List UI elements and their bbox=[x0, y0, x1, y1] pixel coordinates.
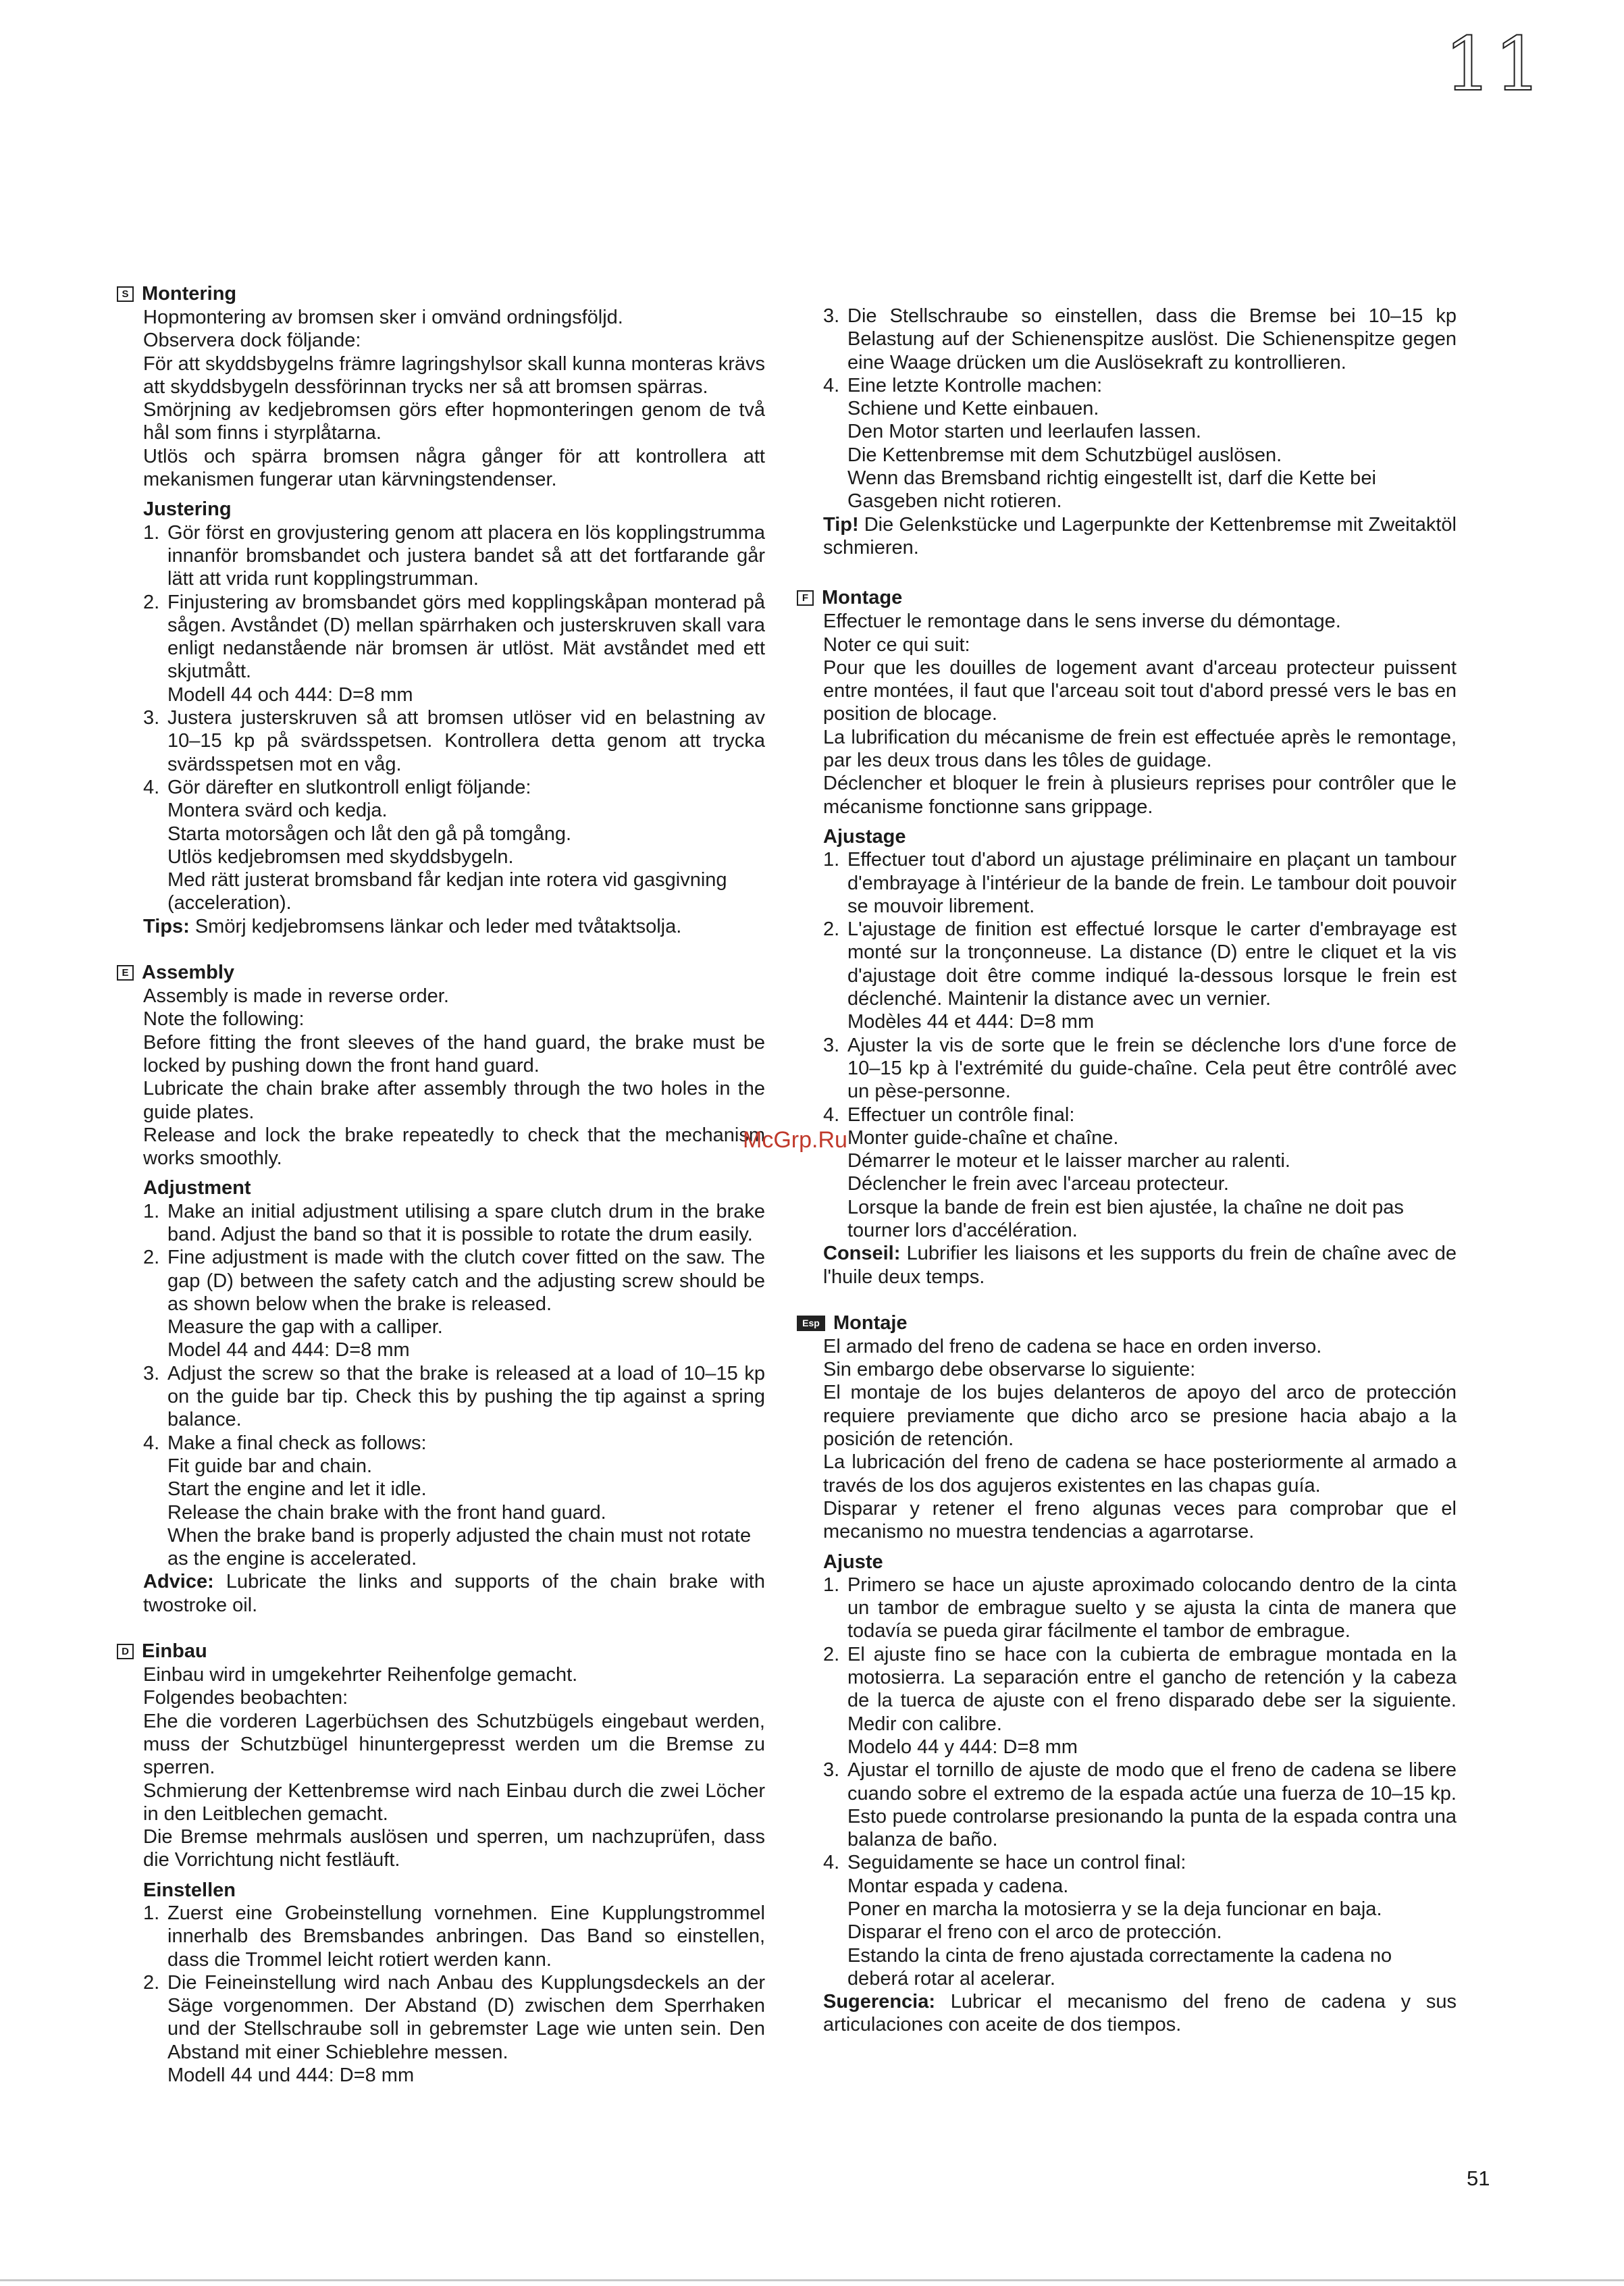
tip-label: Tip! bbox=[823, 513, 859, 536]
list-item bbox=[143, 706, 765, 776]
step-text: Effectuer un contrôle final: bbox=[847, 1103, 1075, 1126]
list-item bbox=[823, 1643, 1457, 1759]
paragraph: Observera dock följande: bbox=[143, 330, 361, 352]
step-number: 3. bbox=[823, 1034, 840, 1056]
language-flag-icon: F bbox=[797, 590, 814, 606]
step-number: 3. bbox=[823, 305, 840, 327]
step-subline: Med rätt justerat bromsband får kedjan inte rotera vid gasgivning (acceleration). bbox=[167, 869, 727, 914]
section-body bbox=[799, 610, 1457, 1289]
section-body bbox=[119, 985, 765, 1617]
step-subline: When the brake band is properly adjusted the chain must not rotate as the engine is accelerated. bbox=[167, 1524, 752, 1570]
section-title: Montage bbox=[822, 587, 903, 609]
step-text: Gör först en grovjustering genom att placera en lös kopplingstrumma innanför bromsbandet och justera bandet så att det fortfarande går lätt att vrida runt kopplingstrumman. bbox=[167, 521, 765, 590]
step-number: 4. bbox=[823, 1103, 840, 1126]
tip bbox=[143, 1570, 765, 1617]
tip-label: Sugerencia: bbox=[823, 1991, 935, 2013]
tip bbox=[823, 1990, 1457, 2037]
list-item bbox=[143, 591, 765, 706]
paragraph: El armado del freno de cadena se hace en orden inverso. bbox=[823, 1335, 1322, 1357]
tip-text: Lubricate the links and supports of the chain brake with twostroke oil. bbox=[143, 1571, 765, 1616]
step-text: Effectuer tout d'abord un ajustage préliminaire en plaçant un tambour d'embrayage à l'intérieur de la bande de frein. Le tambour doit pouvoir se mouvoir librement. bbox=[847, 849, 1457, 917]
step-subline: Utlös kedjebromsen med skyddsbygeln. bbox=[167, 846, 514, 868]
paragraph: La lubrification du mécanisme de frein est effectuée après le remontage, par les deux trous dans les tôles de guidage. bbox=[823, 726, 1457, 772]
paragraph: Einbau wird in umgekehrter Reihenfolge gemacht. bbox=[143, 1664, 578, 1686]
step-number: 3. bbox=[143, 707, 160, 729]
step-subline: Release the chain brake with the front hand guard. bbox=[167, 1501, 606, 1524]
language-flag-icon: Esp bbox=[797, 1316, 825, 1331]
step-text: Primero se hace un ajuste aproximado colocando dentro de la cinta un tambor de embrague suelto y se ajusta la cinta de manera que todavía se pueda girar fácilmente el tambor de embrague. bbox=[847, 1574, 1457, 1642]
paragraph: Effectuer le remontage dans le sens inverse du démontage. bbox=[823, 611, 1341, 633]
step-number: 4. bbox=[823, 1852, 840, 1874]
list-item bbox=[143, 521, 765, 591]
tip-text: Lubricar el mecanismo del freno de cadena y sus articulaciones con aceite de dos tiempos. bbox=[823, 1991, 1457, 2036]
step-subline: Die Kettenbremse mit dem Schutzbügel auslösen. bbox=[847, 444, 1282, 466]
list-item bbox=[823, 1851, 1457, 1990]
step-list bbox=[823, 848, 1457, 1242]
step-number: 4. bbox=[143, 776, 160, 798]
tip bbox=[823, 1242, 1457, 1289]
step-subline: Schiene und Kette einbauen. bbox=[847, 398, 1099, 420]
section-title: Assembly bbox=[142, 962, 235, 984]
step-subline: Poner en marcha la motosierra y se la deja funcionar en baja. bbox=[847, 1898, 1382, 1920]
list-item bbox=[143, 1362, 765, 1432]
list-item bbox=[823, 918, 1457, 1033]
step-text: Ajuster la vis de sorte que le frein se déclenche lors d'une force de 10–15 kp à l'extrémité du guide-chaîne. Cela peut être contrôlé avec un pèse-personne. bbox=[847, 1034, 1457, 1103]
list-item bbox=[143, 1902, 765, 1971]
step-text: Eine letzte Kontrolle machen: bbox=[847, 374, 1103, 396]
step-subline: Modell 44 och 444: D=8 mm bbox=[167, 683, 413, 706]
left-column bbox=[119, 282, 765, 2087]
page-number: 51 bbox=[1467, 2166, 1490, 2190]
list-item bbox=[823, 374, 1457, 513]
step-text: Adjust the screw so that the brake is released at a load of 10–15 kp on the guide bar tip. Check this by pushing the tip against a spring balance. bbox=[167, 1362, 765, 1431]
step-subline: Démarrer le moteur et le laisser marcher au ralenti. bbox=[847, 1150, 1290, 1172]
step-text: Die Feineinstellung wird nach Anbau des Kupplungsdeckels an der Säge vorgenommen. Der Abstand (D) zwischen dem Sperrhaken und der Stellschraube soll in gebremster Lage wie unten sein. Den Abstand mit einer Schieblehre messen. bbox=[167, 1971, 765, 2063]
list-item bbox=[823, 1574, 1457, 1643]
step-number: 4. bbox=[823, 374, 840, 396]
paragraph: Hopmontering av bromsen sker i omvänd ordningsföljd. bbox=[143, 307, 623, 328]
section-body bbox=[799, 305, 1457, 559]
step-number: 2. bbox=[143, 1971, 160, 1994]
list-item bbox=[143, 1246, 765, 1361]
section-spanish bbox=[799, 1311, 1457, 2037]
subsection-title: Ajustage bbox=[823, 825, 906, 848]
step-subline: Monter guide-chaîne et chaîne. bbox=[847, 1126, 1119, 1149]
paragraph: La lubricación del freno de cadena se hace posteriormente al armado a través de los dos agujeros existentes en las chapas guía. bbox=[823, 1451, 1457, 1497]
step-list bbox=[143, 1902, 765, 2087]
bottom-divider bbox=[0, 2279, 1624, 2281]
step-number: 2. bbox=[823, 1643, 840, 1665]
step-subline: Measure the gap with a calliper. bbox=[167, 1316, 443, 1339]
paragraph: Sin embargo debe observarse lo siguiente: bbox=[823, 1359, 1196, 1381]
tip bbox=[823, 513, 1457, 560]
section-german-continued bbox=[799, 305, 1457, 559]
step-number: 2. bbox=[143, 591, 160, 613]
step-list bbox=[823, 1574, 1457, 1990]
step-text: Fine adjustment is made with the clutch cover fitted on the saw. The gap (D) between the safety catch and the adjusting screw should be as shown below when the brake is released. bbox=[167, 1247, 765, 1315]
step-list bbox=[143, 1200, 765, 1571]
step-subline: Modelo 44 y 444: D=8 mm bbox=[847, 1736, 1078, 1758]
step-text: Justera justerskruven så att bromsen utlöser vid en belastning av 10–15 kp på svärdsspetsen. Kontrollera detta genom att trycka svärdsspetsen mot en våg. bbox=[167, 707, 765, 775]
paragraph: Lubricate the chain brake after assembly through the two holes in the guide plates. bbox=[143, 1078, 765, 1123]
section-heading bbox=[799, 586, 1457, 610]
section-heading bbox=[119, 1640, 765, 1663]
step-text: Die Stellschraube so einstellen, dass die Bremse bei 10–15 kp Belastung auf der Schienenspitze auslöst. Die Schienenspitze gegen eine Waage drücken um die Auslösekraft zu kontrollieren. bbox=[847, 305, 1457, 373]
step-number: 1. bbox=[823, 849, 840, 871]
step-text: Make an initial adjustment utilising a spare clutch drum in the brake band. Adjust the band so that it is possible to rotate the drum easily. bbox=[167, 1200, 765, 1245]
step-subline: Starta motorsågen och låt den gå på tomgång. bbox=[167, 823, 572, 845]
tip bbox=[143, 915, 765, 938]
paragraph: Schmierung der Kettenbremse wird nach Einbau durch die zwei Löcher in den Leitblechen gemacht. bbox=[143, 1780, 765, 1825]
tip-label: Advice: bbox=[143, 1571, 214, 1593]
tip-label: Tips: bbox=[143, 915, 190, 937]
list-item bbox=[143, 1432, 765, 1571]
section-heading bbox=[119, 282, 765, 306]
paragraph: El montaje de los bujes delanteros de apoyo del arco de protección requiere previamente que dicho arco se presione hacia abajo a la posición de retención. bbox=[823, 1382, 1457, 1451]
right-column bbox=[799, 305, 1457, 2037]
step-number: 1. bbox=[823, 1574, 840, 1596]
paragraph: Ehe die vorderen Lagerbüchsen des Schutzbügels eingebaut werden, muss der Schutzbügel hinuntergepresst werden um die Bremse zu sperren. bbox=[143, 1710, 765, 1779]
section-german bbox=[119, 1640, 765, 2087]
step-subline: Montar espada y cadena. bbox=[847, 1875, 1069, 1897]
step-subline: Wenn das Bremsband richtig eingestellt ist, darf die Kette bei Gasgeben nicht rotieren. bbox=[847, 467, 1376, 513]
chapter-number: 11 bbox=[1444, 21, 1544, 107]
section-french bbox=[799, 586, 1457, 1289]
paragraph: Die Bremse mehrmals auslösen und sperren, um nachzuprüfen, dass die Vorrichtung nicht festläuft. bbox=[143, 1826, 765, 1871]
step-subline: Montera svärd och kedja. bbox=[167, 800, 388, 822]
step-subline: Lorsque la bande de frein est bien ajustée, la chaîne ne doit pas tourner lors d'accélération. bbox=[847, 1196, 1404, 1241]
step-number: 3. bbox=[143, 1362, 160, 1384]
section-body bbox=[119, 1663, 765, 2087]
paragraph: Note the following: bbox=[143, 1008, 305, 1031]
list-item bbox=[823, 848, 1457, 918]
paragraph: Utlös och spärra bromsen några gånger för att kontrollera att mekanismen fungerar utan kärvningstendenser. bbox=[143, 445, 765, 491]
section-heading bbox=[799, 1311, 1457, 1335]
tip-text: Lubrifier les liaisons et les supports du frein de chaîne avec de l'huile deux temps. bbox=[823, 1243, 1457, 1288]
paragraph: Pour que les douilles de logement avant d'arceau protecteur puissent entre montées, il faut que l'arceau soit tout d'abord pressé vers le bas en position de blocage. bbox=[823, 656, 1457, 725]
step-number: 1. bbox=[143, 521, 160, 544]
step-text: El ajuste fino se hace con la cubierta de embrague montada en la motosierra. La separación entre el gancho de retención y la cabeza de la tuerca de ajuste con el freno disparado debe ser la siguiente. Medir con calibre. bbox=[847, 1643, 1457, 1735]
list-item bbox=[143, 776, 765, 915]
step-subline: Model 44 and 444: D=8 mm bbox=[167, 1339, 410, 1361]
section-swedish bbox=[119, 282, 765, 938]
step-number: 2. bbox=[823, 918, 840, 941]
step-subline: Modèles 44 et 444: D=8 mm bbox=[847, 1011, 1095, 1033]
paragraph: Release and lock the brake repeatedly to check that the mechanism works smoothly. bbox=[143, 1124, 765, 1170]
language-flag-icon: E bbox=[117, 965, 134, 981]
step-number: 1. bbox=[143, 1902, 160, 1924]
step-subline: Estando la cinta de freno ajustada correctamente la cadena no deberá rotar al acelerar. bbox=[847, 1944, 1392, 1990]
step-list bbox=[823, 305, 1457, 513]
step-text: L'ajustage de finition est effectué lorsque le carter d'embrayage est monté sur la tronçonneuse. La distance (D) entre le cliquet et la vis d'ajustage doit être comme indiqué la-dessous lorsque le frein est déclenché. Maintenir la distance avec un vernier. bbox=[847, 918, 1457, 1010]
step-subline: Modell 44 und 444: D=8 mm bbox=[167, 2064, 415, 2087]
list-item bbox=[143, 1200, 765, 1247]
paragraph: Disparar y retener el freno algunas veces para comprobar que el mecanismo no muestra tendencias a agarrotarse. bbox=[823, 1497, 1457, 1543]
section-heading bbox=[119, 961, 765, 985]
step-text: Seguidamente se hace un control final: bbox=[847, 1852, 1186, 1874]
step-number: 4. bbox=[143, 1432, 160, 1454]
step-number: 1. bbox=[143, 1200, 160, 1222]
step-text: Finjustering av bromsbandet görs med kopplingskåpan monterad på sågen. Avståndet (D) mellan spärrhaken och justerskruven skall vara enligt nedanstående när bromsen är utlöst. Mät avståndet med ett skjutmått. bbox=[167, 591, 765, 683]
language-flag-icon: D bbox=[117, 1644, 134, 1659]
paragraph: Assembly is made in reverse order. bbox=[143, 985, 449, 1008]
paragraph: Folgendes beobachten: bbox=[143, 1687, 348, 1709]
step-number: 2. bbox=[143, 1247, 160, 1269]
step-number: 3. bbox=[823, 1759, 840, 1782]
subsection-title: Adjustment bbox=[143, 1177, 251, 1199]
section-body bbox=[799, 1335, 1457, 2037]
paragraph: Before fitting the front sleeves of the hand guard, the brake must be locked by pushing down the front hand guard. bbox=[143, 1031, 765, 1076]
list-item bbox=[823, 1103, 1457, 1243]
list-item bbox=[823, 305, 1457, 374]
paragraph: Déclencher et bloquer le frein à plusieurs reprises pour contrôler que le mécanisme fonctionne sans grippage. bbox=[823, 773, 1457, 818]
step-subline: Den Motor starten und leerlaufen lassen. bbox=[847, 421, 1201, 443]
list-item bbox=[823, 1034, 1457, 1103]
subsection-title: Ajuste bbox=[823, 1551, 883, 1573]
subsection-title: Einstellen bbox=[143, 1879, 236, 1901]
language-flag-icon: S bbox=[117, 286, 134, 302]
paragraph: Smörjning av kedjebromsen görs efter hopmonteringen genom de två hål som finns i styrplåtarna. bbox=[143, 399, 765, 444]
step-text: Zuerst eine Grobeinstellung vornehmen. Eine Kupplungstrommel innerhalb des Bremsbandes anbringen. Das Band so einstellen, dass die Trommel leicht rotiert werden kann. bbox=[167, 1902, 765, 1971]
paragraph: För att skyddsbygelns främre lagringshylsor skall kunna monteras krävs att skyddsbygeln dessförinnan trycks ner så att bromsen spärras. bbox=[143, 353, 765, 398]
watermark-text[interactable]: McGrp.Ru bbox=[743, 1127, 847, 1153]
section-english bbox=[119, 961, 765, 1617]
section-title: Montering bbox=[142, 283, 237, 305]
step-subline: Start the engine and let it idle. bbox=[167, 1478, 427, 1501]
tip-label: Conseil: bbox=[823, 1243, 901, 1265]
tip-text: Die Gelenkstücke und Lagerpunkte der Kettenbremse mit Zweitaktöl schmieren. bbox=[823, 513, 1457, 558]
step-text: Make a final check as follows: bbox=[167, 1432, 427, 1454]
step-text: Ajustar el tornillo de ajuste de modo que el freno de cadena se libere cuando sobre el extremo de la espada actúe una fuerza de 10–15 kp. Esto puede controlarse presionando la punta de la espada contra una balanza de baño. bbox=[847, 1759, 1457, 1851]
step-subline: Déclencher le frein avec l'arceau protecteur. bbox=[847, 1173, 1229, 1195]
step-subline: Fit guide bar and chain. bbox=[167, 1455, 373, 1477]
section-body bbox=[119, 306, 765, 938]
section-title: Einbau bbox=[142, 1640, 207, 1663]
step-list bbox=[143, 521, 765, 915]
subsection-title: Justering bbox=[143, 498, 232, 521]
list-item bbox=[143, 1971, 765, 2087]
section-title: Montaje bbox=[833, 1311, 908, 1334]
paragraph: Noter ce qui suit: bbox=[823, 633, 970, 656]
step-subline: Disparar el freno con el arco de protección. bbox=[847, 1921, 1222, 1944]
list-item bbox=[823, 1759, 1457, 1851]
step-text: Gör därefter en slutkontroll enligt följande: bbox=[167, 776, 531, 798]
tip-text: Smörj kedjebromsens länkar och leder med tvåtaktsolja. bbox=[194, 915, 682, 937]
